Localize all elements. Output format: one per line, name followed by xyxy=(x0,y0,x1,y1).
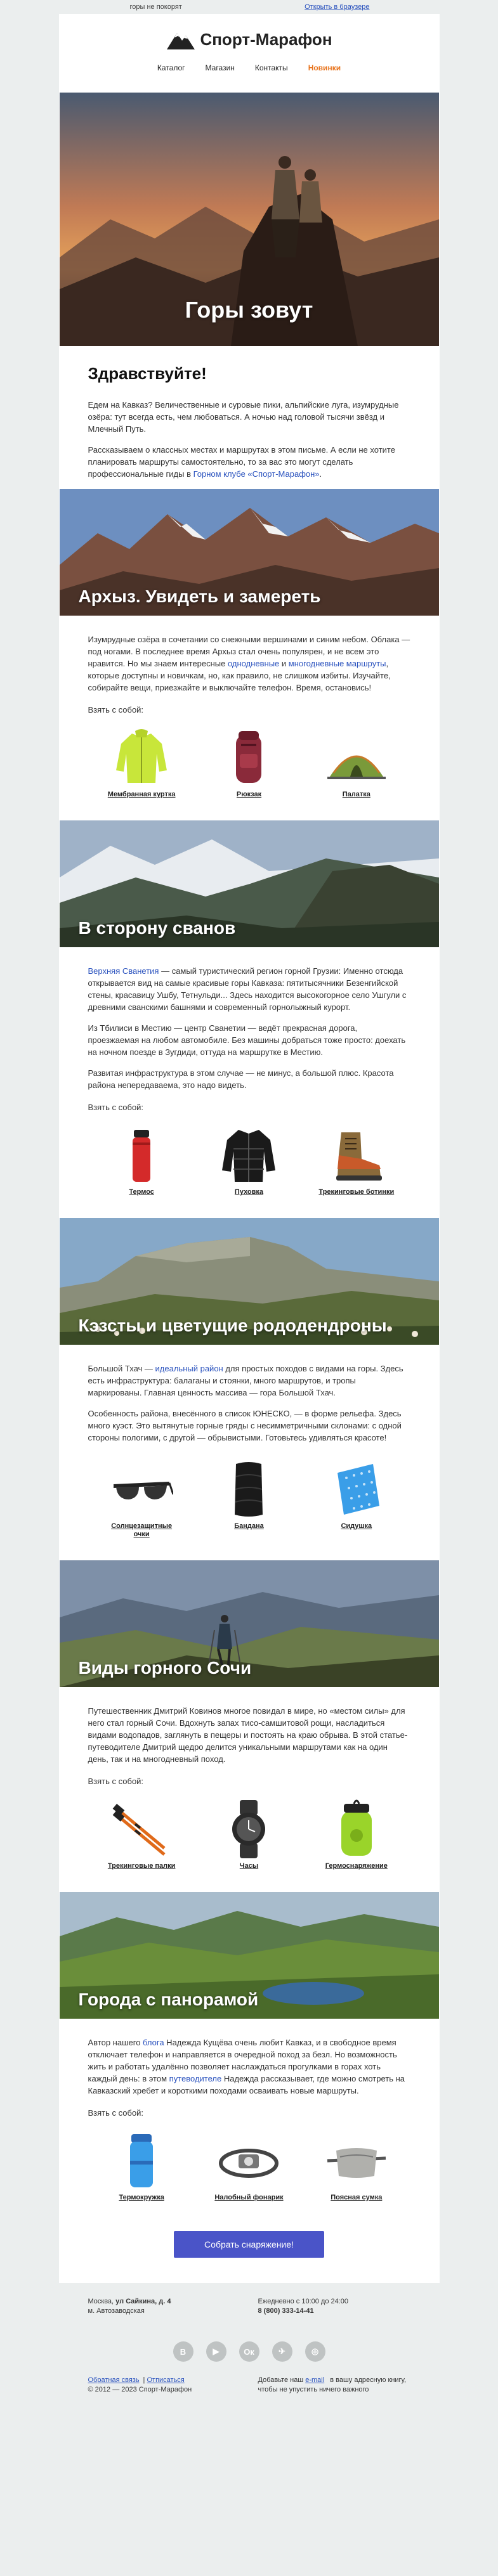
product-tent[interactable] xyxy=(318,726,395,799)
product-label[interactable]: Термос xyxy=(129,1188,154,1196)
product-label[interactable]: Палатка xyxy=(342,791,370,798)
email-body xyxy=(59,14,440,2283)
product-membrane-jacket[interactable] xyxy=(103,726,180,799)
product-label[interactable]: Гермоснаряжение xyxy=(325,1862,388,1870)
take-with-label: Взять с собой: xyxy=(88,1777,144,1786)
svaneti-paragraph-3: Развитая инфраструктура в этом случае — не минус, а большой плюс. Красота района непередаваема, это надо видеть. xyxy=(88,1068,394,1090)
section-svaneti-banner[interactable] xyxy=(60,820,439,947)
footer-street: ул Сайкина, д. 4 xyxy=(115,2298,171,2305)
section-cuestas-body xyxy=(59,1345,440,1560)
upper-svaneti-link[interactable]: Верхняя Сванетия xyxy=(88,966,159,976)
product-label[interactable]: Часы xyxy=(239,1862,259,1870)
product-label[interactable]: Сидушка xyxy=(341,1522,372,1530)
footer-hours xyxy=(258,2297,410,2316)
feedback-link[interactable]: Обратная связь xyxy=(88,2376,140,2384)
collect-gear-button[interactable]: Собрать снаряжение! xyxy=(174,2231,324,2258)
take-with-label: Взять с собой: xyxy=(88,705,144,715)
cta-section xyxy=(59,2223,440,2283)
cuestas-paragraph-2: Особенность района, внесённого в список ЮНЕСКО, — в форме рельефа. Здесь много куэст. Это вытянутые горные гряды с несимметричными склонами: с одной стороны пологими, с другой — обрывистыми. Готовьтесь удивляться красоте! xyxy=(88,1409,402,1442)
email-header xyxy=(59,14,440,93)
intro-paragraph-2 xyxy=(88,444,410,480)
footer-phone[interactable]: 8 (800) 333-14-41 xyxy=(258,2307,314,2315)
waist-bag-icon xyxy=(325,2129,388,2192)
cuestas-paragraph-1 xyxy=(88,1362,410,1399)
copyright: © 2012 — 2023 Спорт-Марафон xyxy=(88,2386,192,2393)
cities-text-a: Автор нашего xyxy=(88,2038,143,2047)
cities-paragraph xyxy=(88,2036,410,2097)
youtube-icon[interactable]: ▶ xyxy=(206,2341,226,2362)
svaneti-text-1: — самый туристический регион горной Грузии: Именно отсюда открывается вид на самые красивые горы Кавказа: пятитысячники Безенгийской стены, красавицу Ушбу, Тетнульди... Здесь находится высокогорное село Ушгули с древними сванскими башнями и современный горнолыжный курорт. xyxy=(88,966,407,1012)
product-sunglasses[interactable] xyxy=(103,1458,180,1539)
section-cuestas-banner[interactable] xyxy=(60,1218,439,1345)
nav-item-store[interactable]: Магазин xyxy=(205,63,235,72)
product-trekking-poles[interactable] xyxy=(103,1797,180,1870)
cuestas-text-b: для простых походов с видами на горы. Здесь есть инфраструктура: балаганы и стоянки, много маршрутов, и тропы маркированы. Главная ценность массива — гора Большой Тхач. xyxy=(88,1364,403,1397)
logo[interactable] xyxy=(59,14,440,52)
product-label[interactable]: Мембранная куртка xyxy=(107,791,176,798)
intro-paragraph-1: Едем на Кавказ? Величественные и суровые пики, альпийские луга, изумрудные озёра: тут всегда есть, чем любоваться. А ночью над головой тысячи звёзд и Млечный Путь. xyxy=(88,400,399,434)
nav-item-new[interactable]: Новинки xyxy=(308,63,341,72)
products-row xyxy=(88,721,410,809)
products-row xyxy=(88,1118,410,1207)
headlamp-icon xyxy=(217,2129,280,2192)
intro-text-end: . xyxy=(319,469,322,479)
nav-item-contacts[interactable]: Контакты xyxy=(254,63,288,72)
product-label[interactable]: Бандана xyxy=(234,1522,264,1530)
product-watch[interactable] xyxy=(211,1797,287,1870)
blog-link[interactable]: блога xyxy=(143,2038,164,2047)
product-bandana[interactable] xyxy=(211,1458,287,1539)
footer-hours-text: Ежедневно с 10:00 до 24:00 xyxy=(258,2298,349,2305)
email-link[interactable]: e-mail xyxy=(305,2376,325,2384)
product-label[interactable]: Трекинговые ботинки xyxy=(318,1188,395,1196)
product-thermo-mug[interactable] xyxy=(103,2129,180,2202)
ideal-area-link[interactable]: идеальный район xyxy=(155,1364,223,1373)
vk-icon[interactable]: В xyxy=(173,2341,193,2362)
sit-pad-icon xyxy=(325,1458,388,1521)
section-cities-body xyxy=(59,2019,440,2223)
down-jacket-icon xyxy=(217,1123,280,1187)
svaneti-paragraph-2: Из Тбилиси в Местию — центр Сванетии — ведёт прекрасная дорога, проезжаемая на любом автомобиле. Без машины добраться тоже просто: доехать на ночном поезде в Зугдиди, оттуда на маршрутке в Местию. xyxy=(88,1023,406,1057)
footer-bottom xyxy=(59,2376,440,2395)
footer-links xyxy=(88,2376,240,2395)
footer-separator: | xyxy=(143,2376,145,2384)
product-label[interactable]: Солнцезащитные очки xyxy=(111,1522,173,1538)
preheader-text: горы не покорят xyxy=(129,3,182,11)
section-svaneti-title: В сторону сванов xyxy=(78,918,236,938)
mountain-club-link[interactable]: Горном клубе «Спорт-Марафон» xyxy=(193,469,320,479)
thermo-mug-icon xyxy=(110,2129,173,2192)
multi-day-routes-link[interactable]: многодневные маршруты xyxy=(288,659,386,668)
arkhyz-text-a: Изумрудные озёра в сочетании со снежными вершинами и синим небом. Облака — под ногами. В последнее время Архыз стал очень популярен, и не всем это нравится. Но мы знаем интересные xyxy=(88,635,410,668)
intro-text: Рассказываем о классных местах и маршрутах в этом письме. А если не хотите планировать маршруты самостоятельно, то за вас это могут сделать профессиональные гиды в xyxy=(88,445,395,479)
product-label[interactable]: Рюкзак xyxy=(236,791,262,798)
product-down-jacket[interactable] xyxy=(211,1123,287,1196)
email-footer xyxy=(59,2283,440,2407)
section-sochi-title: Виды горного Сочи xyxy=(78,1658,252,1678)
tent-icon xyxy=(325,726,388,789)
section-cuestas-title: Кэзсты и цветущие рододендроны xyxy=(78,1316,387,1335)
logo-text: Спорт-Марафон xyxy=(200,29,332,49)
intro-section xyxy=(59,346,440,480)
footer-address-book xyxy=(258,2376,410,2395)
greeting-heading: Здравствуйте! xyxy=(88,364,207,383)
product-waist-bag[interactable] xyxy=(318,2129,395,2202)
open-in-browser-link[interactable]: Открыть в браузере xyxy=(305,3,370,11)
preheader xyxy=(59,0,440,14)
boots-icon xyxy=(325,1123,388,1187)
jacket-icon xyxy=(110,726,173,789)
main-nav xyxy=(59,63,440,72)
svaneti-paragraph-1 xyxy=(88,965,410,1013)
product-label[interactable]: Трекинговые палки xyxy=(107,1862,176,1870)
telegram-icon[interactable]: ✈ xyxy=(272,2341,292,2362)
watch-icon xyxy=(217,1797,280,1861)
products-row xyxy=(88,1453,410,1549)
mountain-logo-icon xyxy=(166,27,196,52)
hero-title: Горы зовут xyxy=(185,297,313,323)
products-row xyxy=(88,2124,410,2212)
section-arkhyz-banner[interactable] xyxy=(60,489,439,616)
section-cities-title: Города с панорамой xyxy=(78,1990,259,2009)
product-label[interactable]: Пуховка xyxy=(234,1188,264,1196)
product-label[interactable]: Налобный фонарик xyxy=(214,2194,284,2201)
backpack-icon xyxy=(217,726,280,789)
section-sochi-banner[interactable] xyxy=(60,1560,439,1687)
hero-banner[interactable] xyxy=(60,93,439,346)
products-row xyxy=(88,1792,410,1880)
cities-text-c: Надежда рассказывает, где можно смотреть на Кавказский хребет и короткими походами осваивать новые маршруты. xyxy=(88,2074,405,2095)
section-arkhyz-body xyxy=(59,616,440,820)
product-headlamp[interactable] xyxy=(211,2129,287,2202)
footer-city: Москва, xyxy=(88,2298,116,2305)
unsubscribe-link[interactable]: Отписаться xyxy=(147,2376,185,2384)
product-backpack[interactable] xyxy=(211,726,287,799)
take-with-label: Взять с собой: xyxy=(88,1103,144,1112)
section-arkhyz-title: Архыз. Увидеть и замереть xyxy=(78,586,321,606)
footer-address xyxy=(88,2297,240,2316)
product-thermos[interactable] xyxy=(103,1123,180,1196)
trekking-poles-icon xyxy=(110,1797,173,1861)
thermos-icon xyxy=(110,1123,173,1187)
instagram-icon[interactable]: ◎ xyxy=(305,2341,325,2362)
product-label[interactable]: Термокружка xyxy=(119,2194,164,2201)
sochi-paragraph: Путешественник Дмитрий Ковинов многое повидал в мире, но «местом силы» для него стал горный Сочи. Вдохнуть запах тисо-самшитовой рощи, насладиться видами водопадов, заглянуть в пещеры и постоять на краю обрыва. В этой статье-путеводителе Дмитрий щедро делится уникальными маршрутами как на один день, так и на многодневный поход. xyxy=(88,1706,408,1764)
nav-item-catalog[interactable]: Каталог xyxy=(157,63,185,72)
section-sochi-body xyxy=(59,1687,440,1892)
product-dry-bag[interactable] xyxy=(318,1797,395,1870)
cuestas-text-a: Большой Тхач — xyxy=(88,1364,155,1373)
odnoklassniki-icon[interactable]: Ок xyxy=(239,2341,259,2362)
guide-link[interactable]: путеводителе xyxy=(169,2074,222,2083)
address-book-text: Добавьте наш xyxy=(258,2376,306,2384)
address-book-text-end: в вашу адресную книгу, чтобы не упустить ничего важного xyxy=(258,2376,407,2393)
product-sit-pad[interactable] xyxy=(318,1458,395,1539)
section-svaneti-body xyxy=(59,947,440,1218)
take-with-label: Взять с собой: xyxy=(88,2108,144,2118)
footer-contacts xyxy=(59,2297,440,2316)
product-trekking-boots[interactable] xyxy=(318,1123,395,1196)
footer-metro: м. Автозаводская xyxy=(88,2307,145,2315)
cities-text-b: Надежда Кущёва очень любит Кавказ, и в свободное время отключает телефон и направляется в очередной поход за безл. Но возможность жить и работать удалённо позволяет наслаждаться прогулками в горах хоть каждый день: в этом xyxy=(88,2038,397,2083)
product-label[interactable]: Поясная сумка xyxy=(331,2194,383,2201)
arkhyz-paragraph xyxy=(88,633,410,694)
arkhyz-text-c: , которые доступны и новичкам, но, как правило, не слишком избиты. Изучайте, собирайте вещи, приезжайте и выключайте телефон. Время, остановись! xyxy=(88,659,391,692)
bandana-icon xyxy=(217,1458,280,1521)
dry-bag-icon xyxy=(325,1797,388,1861)
social-links xyxy=(59,2341,440,2362)
arkhyz-text-b: и xyxy=(279,659,289,668)
section-cities-banner[interactable] xyxy=(60,1892,439,2019)
one-day-routes-link[interactable]: однодневные xyxy=(227,659,280,668)
sunglasses-icon xyxy=(110,1458,173,1521)
